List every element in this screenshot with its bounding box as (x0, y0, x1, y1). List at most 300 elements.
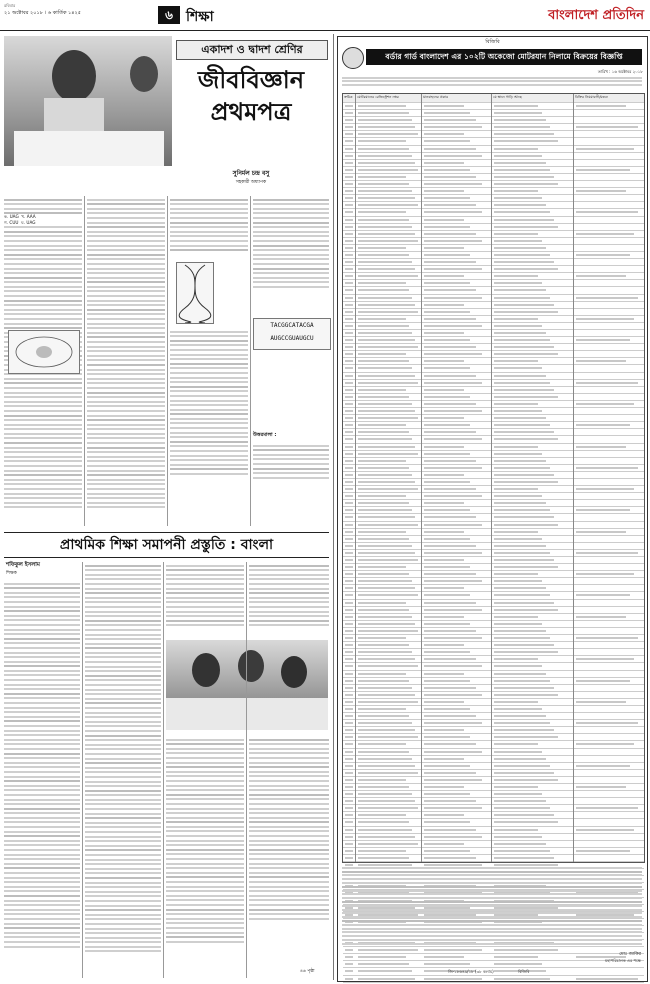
table-cell (358, 616, 412, 618)
table-cell (358, 240, 418, 242)
table-cell (345, 226, 353, 228)
table-cell (576, 637, 638, 639)
table-row (343, 614, 644, 621)
table-row (343, 536, 644, 543)
table-cell (345, 729, 353, 731)
table-cell (345, 793, 353, 795)
table-cell (494, 389, 554, 391)
table-row (343, 656, 644, 663)
table-cell (358, 282, 406, 284)
dna-sequence-top: TACGGCATACGA (270, 322, 314, 329)
table-cell (494, 765, 550, 767)
table-row (343, 103, 644, 110)
table-row (343, 238, 644, 245)
table-cell (345, 687, 353, 689)
table-cell (424, 793, 470, 795)
table-cell (576, 594, 630, 596)
table-row (343, 351, 644, 358)
notice-signature (605, 951, 641, 965)
table-cell (345, 126, 353, 128)
table-cell (424, 481, 470, 483)
table-row (343, 465, 644, 472)
primary-author: শফিকুল ইসলাম (6, 562, 40, 568)
table-cell (494, 453, 542, 455)
table-cell (424, 502, 464, 504)
table-cell (494, 658, 538, 660)
table-row (343, 642, 644, 649)
table-cell (576, 105, 626, 107)
table-cell (424, 701, 464, 703)
table-cell (424, 488, 476, 490)
table-cell (494, 722, 550, 724)
table-cell (424, 403, 476, 405)
table-cell (494, 226, 558, 228)
table-cell (345, 233, 353, 235)
table-cell (358, 545, 412, 547)
table-cell (358, 360, 409, 362)
table-cell (424, 978, 482, 980)
table-cell (494, 126, 550, 128)
table-cell (494, 594, 550, 596)
table-cell (358, 367, 412, 369)
table-cell (576, 190, 626, 192)
notice-table-header (343, 94, 644, 103)
signature-role: মহাপরিচালক এর পক্ষে (605, 958, 641, 963)
table-cell (424, 233, 476, 235)
table-cell (424, 594, 470, 596)
table-cell (345, 367, 353, 369)
table-cell (345, 396, 353, 398)
table-cell (424, 275, 464, 277)
table-cell (424, 367, 470, 369)
table-cell (424, 339, 470, 341)
table-cell (494, 850, 550, 852)
table-cell (345, 715, 353, 717)
table-cell (424, 836, 482, 838)
table-cell (424, 772, 476, 774)
table-cell (358, 949, 418, 951)
table-row (343, 365, 644, 372)
table-cell (345, 339, 353, 341)
table-cell (494, 729, 554, 731)
table-cell (424, 814, 464, 816)
table-cell (358, 311, 418, 313)
table-cell (424, 148, 476, 150)
table-cell (576, 850, 630, 852)
table-row (343, 713, 644, 720)
table-cell (494, 963, 542, 965)
table-cell (424, 325, 482, 327)
col-type: যানবাহনের প্রকার (423, 95, 449, 99)
table-cell (424, 311, 470, 313)
table-cell (494, 211, 550, 213)
table-cell (345, 708, 353, 710)
table-cell (345, 162, 353, 164)
table-cell (358, 346, 418, 348)
table-cell (345, 282, 353, 284)
table-cell (494, 261, 554, 263)
table-cell (494, 311, 558, 313)
table-cell (358, 474, 412, 476)
table-cell (494, 538, 542, 540)
section-title: শিক্ষা (186, 9, 214, 25)
table-row (343, 174, 644, 181)
table-cell (358, 289, 409, 291)
table-row (343, 848, 644, 855)
table-row (343, 812, 644, 819)
table-cell (494, 956, 538, 958)
table-row (343, 522, 644, 529)
col-serial: ক্রমিক (344, 95, 353, 99)
table-cell (494, 297, 550, 299)
table-row (343, 585, 644, 592)
table-cell (424, 616, 464, 618)
table-cell (424, 204, 476, 206)
table-row (343, 954, 644, 961)
table-cell (494, 367, 542, 369)
table-cell (358, 623, 415, 625)
table-cell (424, 637, 482, 639)
table-row (343, 323, 644, 330)
table-cell (424, 155, 482, 157)
table-row (343, 607, 644, 614)
table-cell (358, 630, 418, 632)
table-cell (576, 531, 626, 533)
table-row (343, 287, 644, 294)
students-photo-illustration (4, 36, 172, 166)
table-cell (358, 148, 409, 150)
table-row (343, 976, 644, 983)
table-row (343, 685, 644, 692)
table-cell (576, 722, 638, 724)
table-cell (345, 467, 353, 469)
table-cell (494, 375, 546, 377)
table-row (343, 763, 644, 770)
table-cell (494, 346, 554, 348)
table-cell (576, 233, 634, 235)
column-divider (250, 196, 251, 526)
table-cell (345, 850, 353, 852)
table-cell (358, 204, 418, 206)
table-cell (576, 148, 634, 150)
table-cell (494, 516, 554, 518)
table-cell (358, 963, 409, 965)
table-cell (424, 219, 464, 221)
article-title (176, 64, 326, 128)
table-cell (424, 715, 476, 717)
table-cell (494, 751, 542, 753)
dna-helix-graphic (177, 263, 213, 323)
table-cell (494, 673, 546, 675)
table-cell (358, 495, 406, 497)
table-cell (494, 623, 542, 625)
table-cell (576, 786, 626, 788)
table-cell (358, 488, 418, 490)
table-cell (424, 559, 464, 561)
table-cell (424, 736, 470, 738)
table-cell (424, 410, 482, 412)
table-row (343, 316, 644, 323)
table-cell (494, 701, 538, 703)
table-cell (494, 431, 554, 433)
table-cell (345, 580, 353, 582)
table-cell (345, 538, 353, 540)
table-row (343, 961, 644, 968)
table-cell (424, 829, 476, 831)
col-vehicle: মোটরযানের রেজিস্ট্রেশন নম্বর (357, 95, 399, 99)
notice-ref-date: তারিখ : ১৬ অক্টোবর ২০১৮ (597, 69, 643, 74)
table-cell (345, 970, 353, 972)
table-row (343, 621, 644, 628)
column-divider (163, 562, 164, 978)
table-cell (358, 467, 409, 469)
table-cell (345, 722, 353, 724)
table-cell (358, 176, 406, 178)
table-cell (345, 382, 353, 384)
table-row (343, 727, 644, 734)
table-cell (345, 559, 353, 561)
table-cell (576, 318, 634, 320)
table-cell (424, 254, 470, 256)
table-row (343, 110, 644, 117)
author-name: সুনির্মল চন্দ্র বসু (232, 170, 270, 177)
table-cell (358, 609, 409, 611)
table-cell (358, 573, 409, 575)
table-cell (494, 630, 546, 632)
col-remarks: বিক্রির নিয়মাবলী/মন্তব্য (575, 95, 608, 99)
table-cell (424, 573, 476, 575)
column-divider (82, 562, 83, 978)
table-cell (494, 857, 554, 859)
table-cell (576, 467, 638, 469)
table-cell (345, 325, 353, 327)
table-cell (494, 140, 558, 142)
table-cell (345, 751, 353, 753)
dna-helix-diagram (176, 262, 214, 324)
table-cell (358, 481, 415, 483)
table-cell (358, 552, 415, 554)
table-cell (424, 644, 464, 646)
table-cell (424, 389, 464, 391)
table-cell (576, 701, 626, 703)
signature-name: মোঃ জাকির (619, 952, 641, 957)
table-cell (358, 637, 406, 639)
table-cell (424, 304, 464, 306)
table-cell (345, 673, 353, 675)
table-row (343, 663, 644, 670)
table-col-divider (421, 94, 422, 862)
primary-byline (6, 562, 76, 577)
table-cell (345, 836, 353, 838)
table-cell (424, 424, 470, 426)
table-cell (494, 602, 554, 604)
table-cell (424, 460, 476, 462)
table-cell (358, 431, 409, 433)
table-cell (358, 325, 409, 327)
table-cell (345, 488, 353, 490)
table-cell (494, 665, 542, 667)
table-cell (358, 956, 406, 958)
table-cell (494, 112, 542, 114)
table-row (343, 756, 644, 763)
table-cell (345, 566, 353, 568)
table-cell (345, 665, 353, 667)
dna-sequence-bottom: AUGCCGUAUGCU (270, 335, 314, 342)
table-cell (494, 183, 558, 185)
table-cell (345, 502, 353, 504)
table-cell (494, 559, 554, 561)
table-cell (358, 304, 415, 306)
table-cell (345, 765, 353, 767)
table-cell (424, 289, 476, 291)
table-cell (345, 956, 353, 958)
table-cell (358, 722, 412, 724)
table-row (343, 344, 644, 351)
table-cell (358, 850, 406, 852)
table-cell (345, 516, 353, 518)
table-cell (424, 453, 470, 455)
table-cell (424, 211, 482, 213)
table-cell (345, 211, 353, 213)
primary-continued-ref: ৪৬ পৃষ্ঠা (300, 969, 315, 974)
table-cell (345, 949, 353, 951)
table-row (343, 493, 644, 500)
table-cell (345, 594, 353, 596)
table-cell (424, 119, 476, 121)
table-cell (494, 814, 554, 816)
table-cell (494, 169, 550, 171)
table-cell (345, 658, 353, 660)
table-cell (494, 460, 546, 462)
table-cell (345, 148, 353, 150)
bgb-emblem-icon (342, 47, 364, 69)
primary-column-4 (249, 562, 329, 636)
table-cell (494, 793, 542, 795)
table-row (343, 224, 644, 231)
table-row (343, 117, 644, 124)
answers-text (253, 442, 329, 502)
table-row (343, 514, 644, 521)
table-cell (424, 743, 476, 745)
table-cell (494, 275, 538, 277)
table-cell (424, 162, 464, 164)
table-cell (358, 112, 409, 114)
table-cell (494, 566, 558, 568)
table-cell (424, 417, 464, 419)
table-cell (424, 190, 464, 192)
table-cell (358, 382, 418, 384)
column-divider (84, 196, 85, 526)
table-cell (358, 219, 409, 221)
table-cell (424, 786, 464, 788)
auction-notice (337, 36, 648, 982)
table-cell (494, 758, 546, 760)
table-cell (345, 814, 353, 816)
table-cell (494, 190, 538, 192)
primary-title: প্রাথমিক শিক্ষা সমাপনী প্রস্তুতি : বাংলা (59, 537, 274, 553)
table-row (343, 217, 644, 224)
hsc-column-2 (87, 196, 165, 526)
table-cell (358, 786, 409, 788)
table-cell (358, 133, 418, 135)
table-cell (358, 190, 412, 192)
table-cell (358, 673, 406, 675)
table-cell (494, 807, 550, 809)
table-cell (424, 431, 476, 433)
table-cell (494, 233, 538, 235)
table-cell (358, 736, 418, 738)
table-cell (358, 233, 415, 235)
table-row (343, 741, 644, 748)
table-row (343, 209, 644, 216)
table-cell (345, 637, 353, 639)
table-cell (494, 446, 538, 448)
table-row (343, 592, 644, 599)
table-cell (358, 680, 409, 682)
table-cell (358, 729, 415, 731)
table-cell (424, 587, 464, 589)
table-cell (494, 438, 558, 440)
table-row (343, 827, 644, 834)
table-cell (494, 573, 538, 575)
table-cell (345, 403, 353, 405)
table-cell (494, 176, 554, 178)
table-cell (358, 559, 418, 561)
table-cell (576, 807, 638, 809)
table-cell (358, 297, 412, 299)
notice-terms (342, 865, 642, 949)
table-cell (494, 268, 558, 270)
table-cell (358, 814, 406, 816)
table-cell (494, 531, 538, 533)
dna-sequence-box (253, 318, 331, 350)
table-cell (576, 978, 638, 980)
table-cell (345, 821, 353, 823)
table-row (343, 571, 644, 578)
option-c: গ. CUU (4, 220, 19, 225)
table-cell (345, 800, 353, 802)
table-cell (424, 197, 470, 199)
table-cell (424, 467, 482, 469)
table-cell (424, 680, 470, 682)
table-cell (358, 594, 418, 596)
table-cell (358, 531, 406, 533)
table-cell (424, 609, 482, 611)
table-cell (345, 524, 353, 526)
table-cell (424, 126, 482, 128)
table-row (343, 841, 644, 848)
author-role: সহকারী অধ্যাপক (235, 180, 267, 185)
table-cell (345, 552, 353, 554)
table-cell (576, 829, 634, 831)
table-row (343, 777, 644, 784)
table-cell (358, 658, 415, 660)
table-cell (494, 396, 558, 398)
table-cell (424, 438, 482, 440)
table-cell (345, 204, 353, 206)
table-cell (494, 410, 542, 412)
table-cell (345, 807, 353, 809)
table-cell (424, 800, 476, 802)
table-cell (358, 687, 412, 689)
table-row (343, 387, 644, 394)
table-cell (345, 963, 353, 965)
table-cell (358, 140, 406, 142)
table-cell (494, 382, 550, 384)
table-cell (494, 779, 558, 781)
table-cell (358, 807, 418, 809)
table-row (343, 458, 644, 465)
